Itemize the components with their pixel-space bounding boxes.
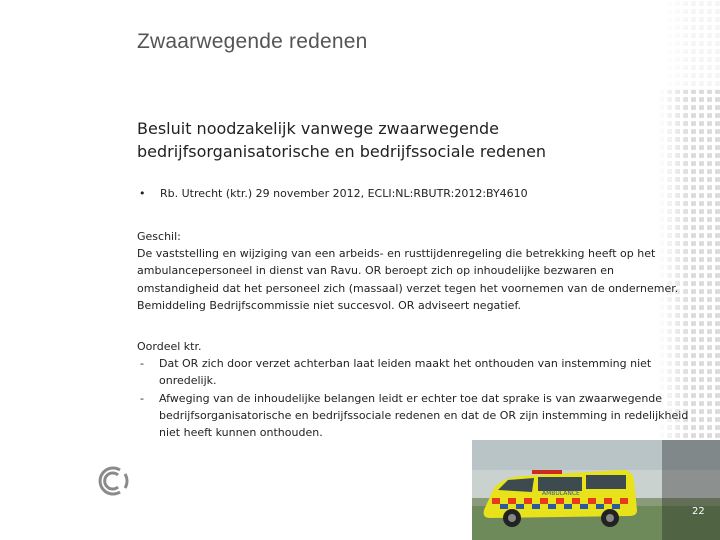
slide-title: Zwaarwegende redenen [137,30,368,53]
dash-icon: - [140,391,144,405]
page-number: 22 [692,506,705,517]
ambulance-label: AMBULANCE [542,490,580,497]
oordeel-item-text: Dat OR zich door verzet achterban laat leiden maakt het onthouden van instemming niet onredelijk. [159,357,652,388]
oordeel-item [137,390,697,442]
oordeel-item-text: Afweging van de inhoudelijke belangen leidt er echter toe dat sprake is van zwaarwegende bedrijfsorganisatorische en bedrijfssociale redenen en dat de OR zijn instemming in redelijkheid niet heeft kunnen onthouden. [159,391,689,440]
geschil-label: Geschil: [137,230,181,243]
case-reference-text: Rb. Utrecht (ktr.) 29 november 2012, ECLI:NL:RBUTR:2012:BY4610 [160,187,528,200]
logo-icon [96,464,130,498]
oordeel-item [137,355,697,389]
bullet-icon: • [139,187,146,200]
geschil-text: De vaststelling en wijziging van een arbeids- en rusttijdenregeling die betrekking heeft op het ambulancepersoneel in dienst van Ravu. OR beroept zich op inhoudelijke bezwaren en omstandigheid dat het personeel zich (massaal) verzet tegen het voornemen van de ondernemer. Bemiddeling Bedrijfscommissie niet succesvol. OR adviseert negatief. [137,247,679,312]
dash-icon: - [140,357,144,371]
slide-heading: Besluit noodzakelijk vanwege zwaarwegende bedrijfsorganisatorische en bedrijfssociale redenen [137,119,547,161]
ambulance-photo [472,440,720,540]
oordeel-section [137,338,697,441]
geschil-section [137,228,697,314]
oordeel-label: Oordeel ktr. [137,340,202,353]
